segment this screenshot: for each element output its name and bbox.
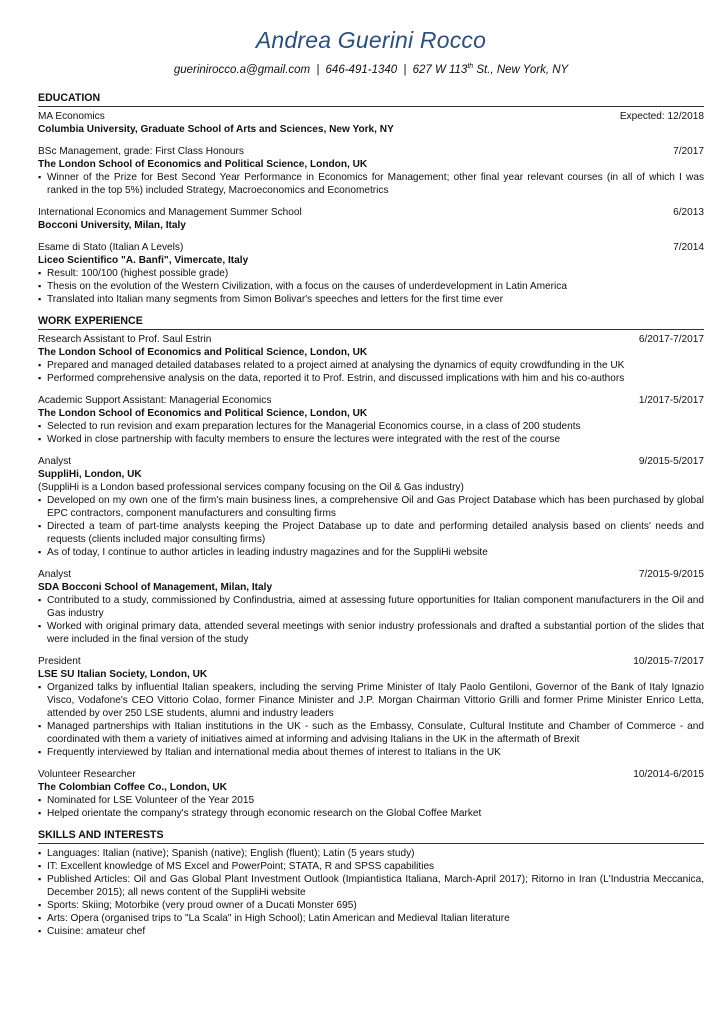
entry: [38, 455, 704, 559]
entry: [38, 241, 704, 306]
entry-header: [38, 455, 704, 468]
bullet-list: [38, 681, 704, 759]
bullet-item: ▪ Languages: Italian (native); Spanish (native); English (fluent); Latin (5 years study): [38, 847, 704, 860]
entry-title: Research Assistant to Prof. Saul Estrin: [38, 333, 212, 345]
bullet-item: ▪ Worked in close partnership with faculty members to ensure the lectures were integrated with the rest of the course: [38, 433, 704, 446]
bullet-item: ▪ Organized talks by influential Italian speakers, including the serving Prime Minister of Italy Paolo Gentiloni, Governor of the Bank of Italy Ignazio Visco, Vodafone's CEO Vittorio Colao, former Finance Minister and J.P. Morgan Chairman Vittorio Grilli and former Prime Minister Enrico Letta, attended by over 250 LSE students, alumni and industry leaders: [38, 681, 704, 720]
entry-title: Analyst: [38, 568, 72, 580]
bullet-item: ▪ Directed a team of part-time analysts keeping the Project Database up to date and performing detailed analysis based on clients' needs and requests (clients included major consulting firms): [38, 520, 704, 546]
bullet-list: [38, 359, 704, 385]
bullet-item: ▪ As of today, I continue to author articles in leading industry magazines and for the SuppliHi website: [38, 546, 704, 559]
bullet-item: ▪ Frequently interviewed by Italian and international media about themes of interest to Italians in the UK: [38, 746, 704, 759]
candidate-name: Andrea Guerini Rocco: [255, 27, 487, 53]
entry-header: [38, 568, 704, 581]
entry: [38, 206, 704, 232]
entry-date: 7/2014: [673, 241, 704, 253]
bullet-item: ▪ IT: Excellent knowledge of MS Excel and PowerPoint; STATA, R and SPSS capabilities: [38, 860, 704, 873]
work-section: [38, 315, 704, 820]
entry-title: MA Economics: [38, 110, 105, 122]
bullet-list: [38, 494, 704, 559]
bullet-list: [38, 594, 704, 646]
entry-header: [38, 241, 704, 254]
bullet-list: [38, 794, 704, 820]
entry-title: International Economics and Management Summer School: [38, 206, 302, 218]
bullet-list: [38, 171, 704, 197]
separator: |: [316, 63, 320, 76]
entry-date: Expected: 12/2018: [619, 110, 704, 122]
entry: [38, 655, 704, 759]
bullet-item: ▪ Nominated for LSE Volunteer of the Year 2015: [38, 794, 704, 807]
entry-organization: Bocconi University, Milan, Italy: [38, 219, 186, 231]
entry-header: [38, 333, 704, 346]
skills-section: [38, 829, 704, 938]
entry-header: [38, 110, 704, 123]
entry-organization: Columbia University, Graduate School of Arts and Sciences, New York, NY: [38, 123, 394, 135]
contact-line: [38, 59, 704, 78]
bullet-item: ▪ Sports: Skiing; Motorbike (very proud owner of a Ducati Monster 695): [38, 899, 704, 912]
entry-organization: The Colombian Coffee Co., London, UK: [38, 781, 227, 793]
bullet-item: ▪ Translated into Italian many segments from Simon Bolivar's speeches and letters for the first time ever: [38, 293, 704, 306]
entry-header: [38, 655, 704, 668]
entry: [38, 768, 704, 820]
address: 627 W 113th St., New York, NY: [412, 63, 569, 76]
entry-date: 7/2015-9/2015: [638, 568, 704, 580]
entry-title: Academic Support Assistant: Managerial Economics: [38, 394, 272, 406]
bullet-item: ▪ Arts: Opera (organised trips to "La Scala" in High School); Latin American and Medieval Italian literature: [38, 912, 704, 925]
bullet-item: ▪ Helped orientate the company's strategy through economic research on the Global Coffee Market: [38, 807, 704, 820]
entry-date: 1/2017-5/2017: [638, 394, 704, 406]
entry-date: 6/2013: [673, 206, 704, 218]
entry: [38, 394, 704, 446]
entry-title: Analyst: [38, 455, 72, 467]
email[interactable]: guerinirocco.a@gmail.com: [173, 63, 311, 76]
education-section: [38, 92, 704, 306]
entry-title: Esame di Stato (Italian A Levels): [38, 241, 184, 253]
entry-title: BSc Management, grade: First Class Honours: [38, 145, 244, 157]
work-list: [38, 333, 704, 820]
entry: [38, 110, 704, 136]
bullet-item: ▪ Published Articles: Oil and Gas Global Plant Investment Outlook (Impiantistica Italiana, March-April 2017); Ritorno in Iran (L'Industria Meccanica, December 2015); all news content of the SuppliHi website: [38, 873, 704, 899]
entry: [38, 333, 704, 385]
entry-header: [38, 145, 704, 158]
bullet-item: ▪ Performed comprehensive analysis on the data, reported it to Prof. Estrin, and discussed implications with him and his co-authors: [38, 372, 704, 385]
entry-header: [38, 206, 704, 219]
skills-list: [38, 847, 704, 938]
education-list: [38, 110, 704, 306]
entry-organization: Liceo Scientifico "A. Banfi", Vimercate, Italy: [38, 254, 249, 266]
section-title: EDUCATION: [38, 92, 704, 107]
resume-page: [38, 0, 704, 938]
entry-date: 7/2017: [673, 145, 704, 157]
bullet-item: ▪ Managed partnerships with Italian institutions in the UK - such as the Embassy, Consulate, Cultural Institute and Chamber of Commerce - and coordinated with them a variety of initiatives aimed at informing and advising Italians in the UK in the aftermath of Brexit: [38, 720, 704, 746]
entry-organization: LSE SU Italian Society, London, UK: [38, 668, 208, 680]
entry-title: Volunteer Researcher: [38, 768, 136, 780]
section-title: WORK EXPERIENCE: [38, 315, 704, 330]
entry-header: [38, 394, 704, 407]
entry-date: 6/2017-7/2017: [638, 333, 704, 345]
bullet-item: ▪ Selected to run revision and exam preparation lectures for the Managerial Economics course, in a class of 200 students: [38, 420, 704, 433]
section-title: SKILLS AND INTERESTS: [38, 829, 704, 844]
entry: [38, 145, 704, 197]
phone: 646-491-1340: [325, 63, 398, 76]
bullet-item: ▪ Result: 100/100 (highest possible grade): [38, 267, 704, 280]
entry-note: (SuppliHi is a London based professional services company focusing on the Oil & Gas industry): [38, 481, 464, 493]
entry-title: President: [38, 655, 81, 667]
entry-organization: The London School of Economics and Political Science, London, UK: [38, 407, 368, 419]
bullet-item: ▪ Thesis on the evolution of the Western Civilization, with a focus on the causes of underdevelopment in Latin America: [38, 280, 704, 293]
bullet-item: ▪ Developed on my own one of the firm's main business lines, a comprehensive Oil and Gas Project Database which has been purchased by global EPC contractors, component manufacturers and consulting firms: [38, 494, 704, 520]
entry-date: 10/2014-6/2015: [633, 768, 704, 780]
entry-date: 9/2015-5/2017: [638, 455, 704, 467]
entry-header: [38, 768, 704, 781]
entry-organization: The London School of Economics and Political Science, London, UK: [38, 346, 368, 358]
entry-date: 10/2015-7/2017: [633, 655, 704, 667]
bullet-list: [38, 267, 704, 306]
entry: [38, 568, 704, 646]
bullet-item: ▪ Prepared and managed detailed databases related to a project aimed at analysing the dynamics of equity crowdfunding in the UK: [38, 359, 704, 372]
bullet-item: ▪ Worked with original primary data, attended several meetings with senior industry professionals and drafted a substantial portion of the slides that were included in the final version of the study: [38, 620, 704, 646]
entry-organization: The London School of Economics and Political Science, London, UK: [38, 158, 368, 170]
bullet-item: ▪ Cuisine: amateur chef: [38, 925, 704, 938]
entry-organization: SDA Bocconi School of Management, Milan, Italy: [38, 581, 273, 593]
bullet-item: ▪ Winner of the Prize for Best Second Year Performance in Economics for Management; other final year relevant courses (in all of which I was ranked in the top 5%) included Strategy, Macroeconomics and Econometrics: [38, 171, 704, 197]
separator: |: [403, 63, 407, 76]
bullet-item: ▪ Contributed to a study, commissioned by Confindustria, aimed at assessing future opportunities for Italian component manufacturers in the Oil and Gas industry: [38, 594, 704, 620]
bullet-list: [38, 420, 704, 446]
entry-organization: SuppliHi, London, UK: [38, 468, 142, 480]
